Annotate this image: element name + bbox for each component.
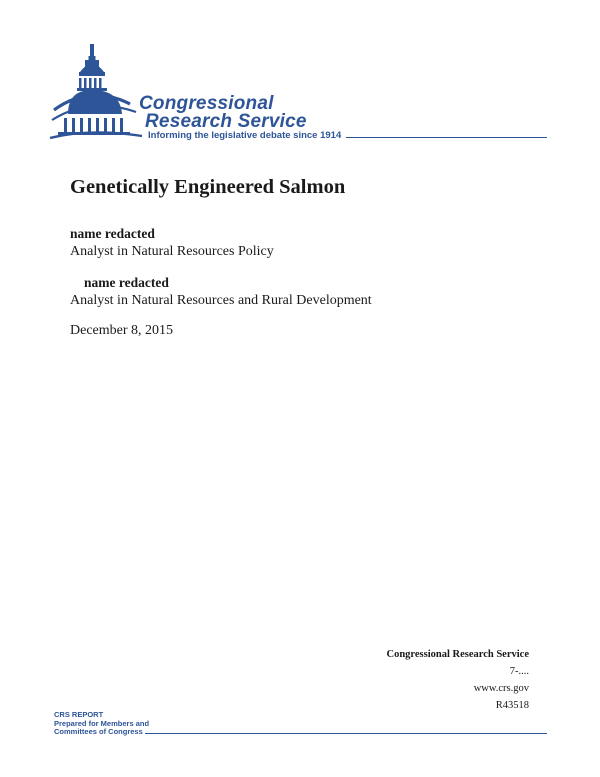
crs-report-label: CRS REPORT	[54, 710, 104, 719]
author-name: name redacted	[70, 226, 155, 241]
footer-rule	[145, 733, 547, 734]
brand-tagline: Informing the legislative debate since 1914	[148, 130, 342, 141]
crs-report-footer	[54, 711, 149, 737]
author-name: name redacted	[84, 275, 169, 290]
report-title: Genetically Engineered Salmon	[70, 176, 346, 198]
author-role: Analyst in Natural Resources and Rural Development	[70, 293, 372, 308]
crs-org-name: Congressional Research Service	[386, 649, 529, 660]
brand-name-line1: Congressional	[139, 93, 274, 114]
report-number: R43518	[495, 700, 529, 711]
crs-logo	[50, 42, 550, 147]
brand-name-line2: Research Service	[145, 111, 307, 132]
author-role: Analyst in Natural Resources Policy	[70, 244, 274, 259]
prepared-for-line2: Committees of Congress	[54, 727, 143, 736]
prepared-for-line1: Prepared for Members and	[54, 718, 150, 728]
crs-phone: 7-....	[509, 666, 529, 677]
report-date: December 8, 2015	[70, 323, 174, 338]
crs-website-link[interactable]: www.crs.gov	[473, 683, 529, 694]
header-rule	[346, 137, 547, 138]
crs-contact-block	[386, 646, 529, 714]
capitol-dome-icon	[50, 42, 146, 142]
